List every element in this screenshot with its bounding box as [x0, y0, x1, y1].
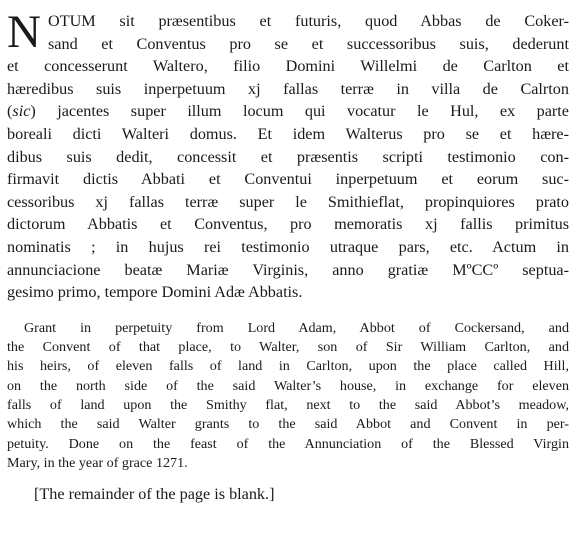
- latin-line: dictorum Abbatis et Conventus, pro memoratis xj fallis primitus: [7, 215, 569, 234]
- latin-line: boreali dicti Walteri domus. Et idem Walterus pro se et hære-: [7, 124, 569, 143]
- document-page: [7, 6, 569, 505]
- english-line: the Convent of that place, to Walter, son of Sir William Carlton, and: [7, 339, 569, 356]
- english-line: Grant in perpetuity from Lord Adam, Abbot of Cockersand, and: [24, 319, 569, 336]
- latin-line: dibus suis dedit, concessit et præsentis scripti testimonio con-: [7, 147, 569, 166]
- english-line: falls of land upon the Smithy flat, next to the said Abbot’s meadow,: [7, 396, 569, 413]
- english-line: petuity. Done on the feast of the Annunciation of the Blessed Virgin: [7, 435, 569, 452]
- latin-line: annunciacione beatæ Mariæ Virginis, anno gratiæ MºCCº septua-: [7, 260, 569, 279]
- latin-charter-text: [7, 6, 569, 304]
- latin-line: nominatis ; in hujus rei testimonio utraque pars, etc. Actum in: [7, 237, 569, 256]
- english-line: his heirs, of eleven falls of land in Carlton, upon the place called Hill,: [7, 358, 569, 375]
- english-line: which the said Walter grants to the said Abbot and Convent in per-: [7, 416, 569, 433]
- latin-line: et concesserunt Waltero, filio Domini Willelmi de Carlton et: [7, 57, 569, 76]
- latin-line: OTUM sit præsentibus et futuris, quod Abbas de Coker-: [48, 12, 569, 30]
- english-line: Mary, in the year of grace 1271.: [7, 454, 188, 471]
- latin-line: cessoribus xj fallas terræ super le Smithieflat, propinquiores prato: [7, 192, 569, 211]
- latin-line: gesimo primo, tempore Domini Adæ Abbatis.: [7, 283, 303, 302]
- latin-line: firmavit dictis Abbati et Conventui inperpetuum et eorum suc-: [7, 170, 569, 189]
- remainder-blank-note: [The remainder of the page is blank.]: [34, 485, 275, 504]
- latin-line: sand et Conventus pro se et successoribus suis, dederunt: [48, 34, 569, 53]
- drop-cap-initial: N: [7, 6, 41, 58]
- latin-line: hæredibus suis inperpetuum xj fallas terræ in villa de Calrton: [7, 79, 569, 98]
- latin-line: (sic) jacentes super illum locum qui vocatur le Hul, ex parte: [7, 102, 569, 121]
- english-line: on the north side of the said Walter’s house, in exchange for eleven: [7, 377, 569, 394]
- english-translation-text: [7, 319, 569, 473]
